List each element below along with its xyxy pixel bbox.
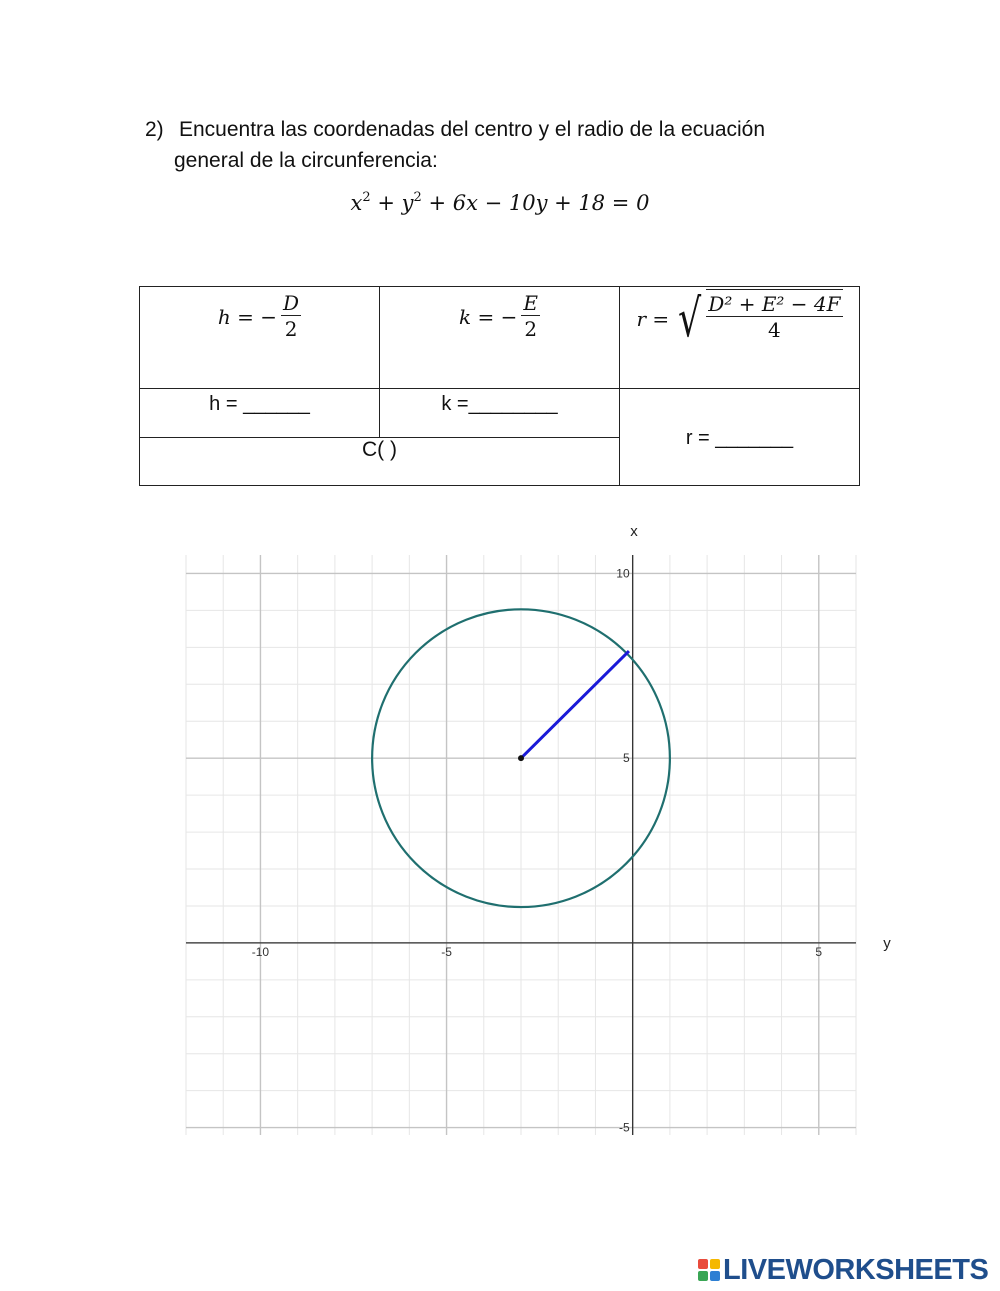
eq-y-exp: 2 — [413, 190, 422, 205]
h-formula-lhs: h = − — [217, 304, 278, 329]
grid-minor — [186, 555, 856, 1135]
tick-x-neg10: -10 — [251, 944, 270, 959]
h-answer-field[interactable]: h = ______ — [140, 388, 380, 437]
sqrt-symbol: √ — [678, 289, 702, 349]
liveworksheets-logo — [698, 1254, 988, 1286]
logo-mark-icon — [698, 1259, 720, 1281]
eq-rest: + 6x − 10y + 18 = 0 — [421, 191, 650, 215]
tick-x-5: 5 — [815, 944, 823, 959]
tick-x-neg5: -5 — [441, 944, 452, 959]
question-line-1: Encuentra las coordenadas del centro y el radio de la ecuación — [179, 118, 766, 141]
h-formula-num: D — [283, 291, 300, 315]
logo-text: LIVEWORKSHEETS — [723, 1253, 989, 1286]
r-formula-den: 4 — [768, 318, 781, 342]
r-answer-field[interactable]: r = _______ — [620, 388, 860, 486]
h-formula-den: 2 — [284, 317, 298, 341]
question-line-2: general de la circunferencia: — [174, 149, 438, 172]
eq-x: x — [350, 191, 363, 215]
top-axis-label: x — [630, 523, 638, 540]
r-formula-cell — [620, 287, 860, 389]
h-formula — [140, 287, 379, 342]
k-answer-field[interactable]: k =________ — [380, 388, 620, 437]
question-number: 2) — [145, 118, 164, 141]
right-axis-label: y — [883, 935, 891, 952]
k-formula-num: E — [523, 291, 538, 315]
r-formula — [620, 287, 859, 349]
radius-segment — [521, 651, 629, 758]
k-formula-lhs: k = − — [459, 304, 518, 329]
circle-equation: $x^2 + y^2 + 6x - 10y + 18 = 0$ — [350, 190, 650, 215]
eq-y: y — [401, 191, 414, 215]
tick-y-5: 5 — [622, 751, 630, 766]
r-formula-lhs: r = — [636, 307, 670, 331]
h-formula-cell — [140, 287, 380, 389]
tick-y-10: 10 — [616, 566, 630, 581]
k-formula-den: 2 — [524, 317, 538, 341]
center-point — [518, 755, 524, 761]
r-formula-num: D² + E² − 4F — [708, 292, 841, 316]
k-formula — [380, 287, 619, 342]
tick-y-neg5: -5 — [618, 1120, 630, 1135]
eq-x-exp: 2 — [362, 190, 371, 205]
circle-graph — [0, 510, 1000, 1150]
worksheet-table — [139, 286, 860, 486]
center-answer-field[interactable]: C( ) — [140, 437, 620, 485]
k-formula-cell — [380, 287, 620, 389]
question-text — [145, 114, 865, 176]
